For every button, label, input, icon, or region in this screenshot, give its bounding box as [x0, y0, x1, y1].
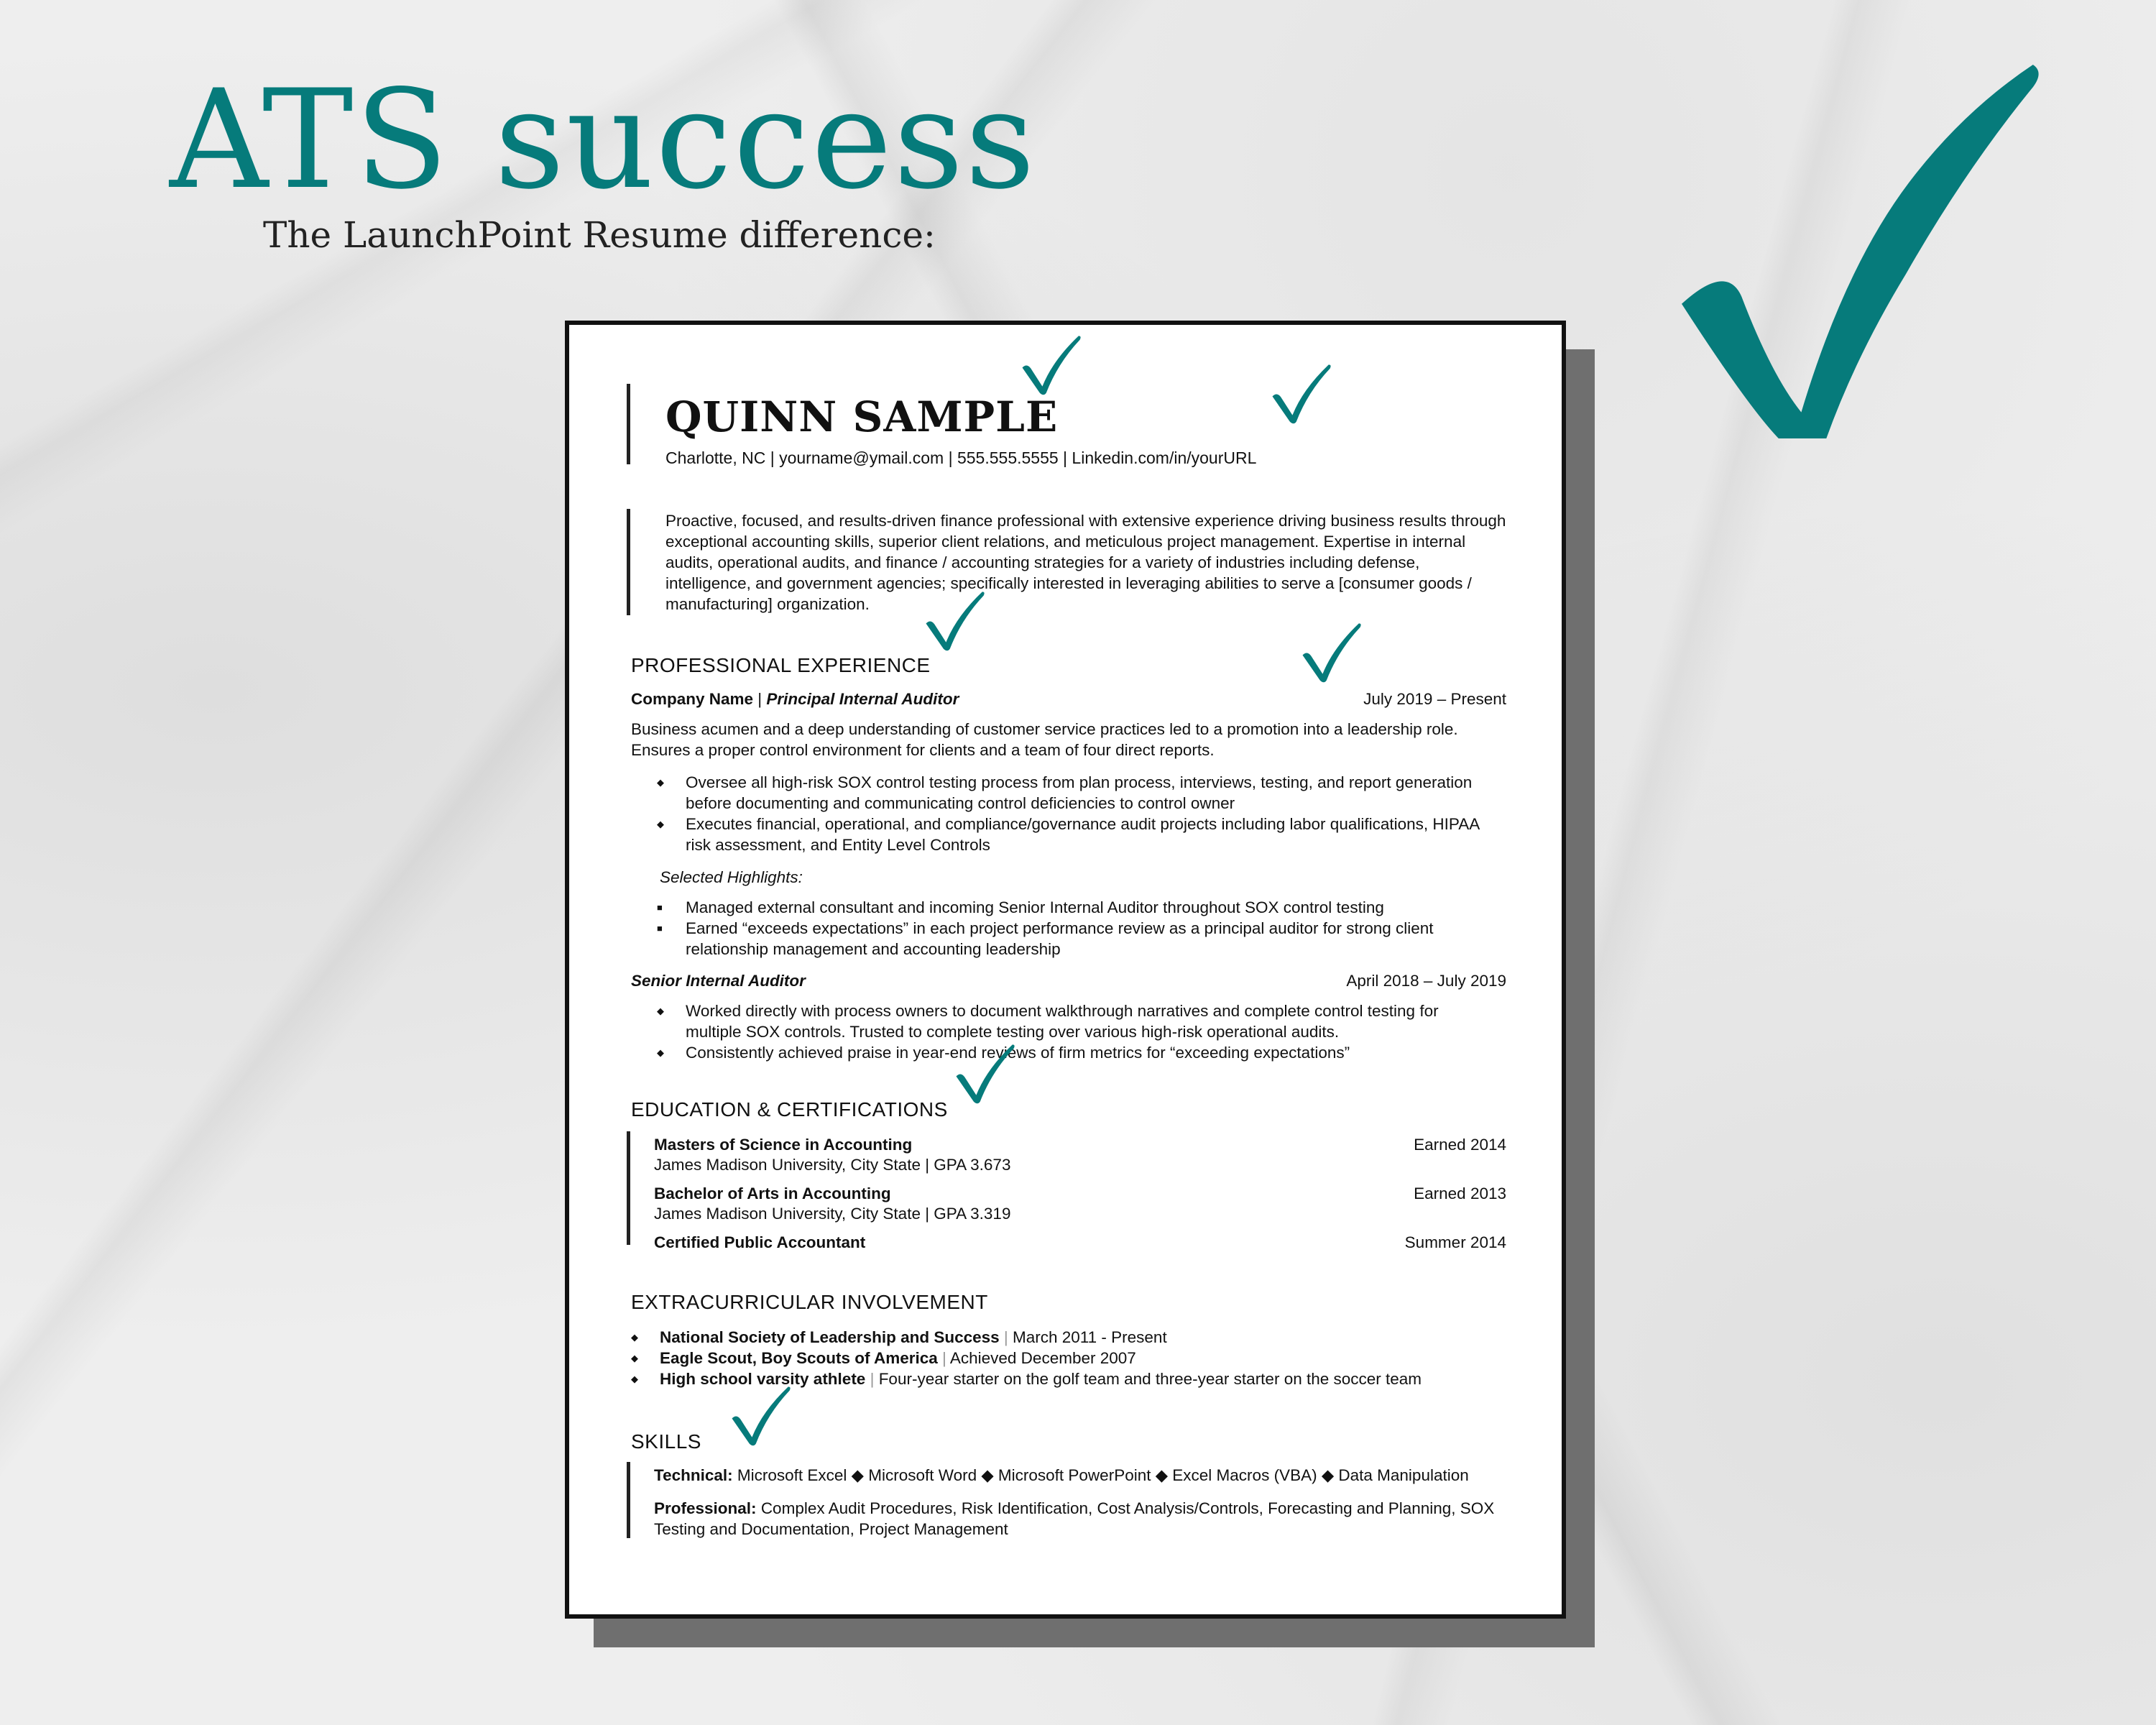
- activity-detail: Achieved December 2007: [949, 1349, 1136, 1367]
- list-item: ◆ Worked directly with process owners to document walkthrough narratives and complete control testing for multiple SOX controls. Trusted to complete testing over various high-risk operational audits.: [657, 1000, 1498, 1042]
- name-accent-bar: [627, 384, 630, 464]
- small-checkmark-icon: [1019, 332, 1084, 397]
- list-item: ◆ Consistently achieved praise in year-end reviews of firm metrics for “exceeding expectations”: [657, 1042, 1498, 1063]
- small-checkmark-icon: [1269, 361, 1334, 426]
- job2-title: Senior Internal Auditor: [631, 972, 806, 990]
- activity-detail: Four-year starter on the golf team and three-year starter on the soccer team: [878, 1370, 1422, 1388]
- highlights-label: Selected Highlights:: [660, 868, 803, 886]
- contact-line: Charlotte, NC | yourname@ymail.com | 555.555.5555 | Linkedin.com/in/yourURL: [665, 448, 1257, 467]
- job2-bullets: [657, 1000, 1498, 1063]
- activity-name: Eagle Scout, Boy Scouts of America: [660, 1349, 938, 1367]
- job1-description: Business acumen and a deep understanding of customer service practices led to a promotion into a leadership role. Ensures a proper control environment for clients and a team of four direct reports.: [631, 720, 1458, 759]
- degree-name: Masters of Science in Accounting: [654, 1136, 913, 1154]
- list-item: ◆ National Society of Leadership and Success | March 2011 - Present: [631, 1327, 1493, 1348]
- job1-separator: |: [753, 690, 767, 708]
- job1-bullets: [657, 772, 1498, 855]
- certification-date: Summer 2014: [1404, 1233, 1506, 1251]
- job1-dates: July 2019 – Present: [1363, 690, 1506, 708]
- candidate-name: QUINN SAMPLE: [665, 392, 1059, 441]
- degree-name: Bachelor of Arts in Accounting: [654, 1184, 891, 1202]
- list-item: ■ Earned “exceeds expectations” in each project performance review as a principal auditor for strong client relationship management and accounting leadership: [657, 918, 1498, 960]
- activity-name: High school varsity athlete: [660, 1370, 866, 1388]
- headline: ATS success: [170, 60, 1037, 219]
- certification-name: Certified Public Accountant: [654, 1233, 866, 1251]
- experience-heading: PROFESSIONAL EXPERIENCE: [631, 654, 931, 676]
- small-checkmark-icon: [1299, 620, 1364, 684]
- list-item: ■ Managed external consultant and incoming Senior Internal Auditor throughout SOX control testing: [657, 897, 1498, 918]
- resume-page: [565, 321, 1566, 1619]
- small-checkmark-icon: [953, 1041, 1018, 1105]
- job1-highlights: [657, 897, 1498, 960]
- list-item: ◆ Oversee all high-risk SOX control testing process from plan process, interviews, testing, and report generation before documenting and communicating control deficiencies to control owner: [657, 772, 1498, 814]
- list-item: ◆ Eagle Scout, Boy Scouts of America | Achieved December 2007: [631, 1348, 1493, 1368]
- school-line: James Madison University, City State | GPA 3.673: [654, 1156, 1011, 1174]
- list-item: ◆ Executes financial, operational, and compliance/governance audit projects including labor qualifications, HIPAA risk assessment, and Entity Level Controls: [657, 814, 1498, 855]
- activity-detail: March 2011 - Present: [1013, 1328, 1167, 1346]
- professional-list: Complex Audit Procedures, Risk Identification, Cost Analysis/Controls, Forecasting and Planning, SOX Testing and Documentation, Project Management: [654, 1499, 1495, 1538]
- education-heading: EDUCATION & CERTIFICATIONS: [631, 1098, 948, 1121]
- job2-header: [631, 972, 1506, 990]
- list-item: ◆ High school varsity athlete | Four-year starter on the golf team and three-year starter on the soccer team: [631, 1368, 1493, 1389]
- small-checkmark-icon: [923, 588, 987, 653]
- professional-skills: [654, 1498, 1506, 1540]
- subheadline: The LaunchPoint Resume difference:: [263, 214, 936, 256]
- degree-date: Earned 2014: [1414, 1136, 1506, 1154]
- education-item: [654, 1136, 1506, 1154]
- job1-title: Principal Internal Auditor: [766, 690, 959, 708]
- small-checkmark-icon: [729, 1383, 793, 1448]
- technical-list: Microsoft Excel ◆ Microsoft Word ◆ Microsoft PowerPoint ◆ Excel Macros (VBA) ◆ Data Manipulation: [737, 1466, 1469, 1484]
- extracurricular-heading: EXTRACURRICULAR INVOLVEMENT: [631, 1291, 988, 1313]
- technical-label: Technical:: [654, 1466, 733, 1484]
- skills-heading: SKILLS: [631, 1430, 701, 1453]
- job2-dates: April 2018 – July 2019: [1346, 972, 1506, 990]
- education-item: [654, 1233, 1506, 1252]
- summary-text: Proactive, focused, and results-driven finance professional with extensive experience driving business results through exceptional accounting skills, superior client relations, and meticulous project management. Expertise in internal audits, operational audits, and finance / accounting strategies for a variety of industries including defense, intelligence, and government agencies; specifically interested in leveraging abilities to serve a [consumer goods / manufacturing] organization.: [665, 512, 1506, 613]
- checkmark-icon: [1682, 65, 2055, 438]
- professional-label: Professional:: [654, 1499, 757, 1517]
- education-accent-bar: [627, 1131, 630, 1245]
- summary-accent-bar: [627, 509, 630, 615]
- activity-name: National Society of Leadership and Success: [660, 1328, 1000, 1346]
- skills-accent-bar: [627, 1462, 630, 1538]
- job1-company: Company Name: [631, 690, 754, 708]
- education-item: [654, 1184, 1506, 1203]
- job1-header: [631, 690, 1506, 709]
- degree-date: Earned 2013: [1414, 1184, 1506, 1202]
- technical-skills: [654, 1466, 1506, 1485]
- school-line: James Madison University, City State | GPA 3.319: [654, 1205, 1011, 1223]
- extracurricular-list: [631, 1327, 1493, 1389]
